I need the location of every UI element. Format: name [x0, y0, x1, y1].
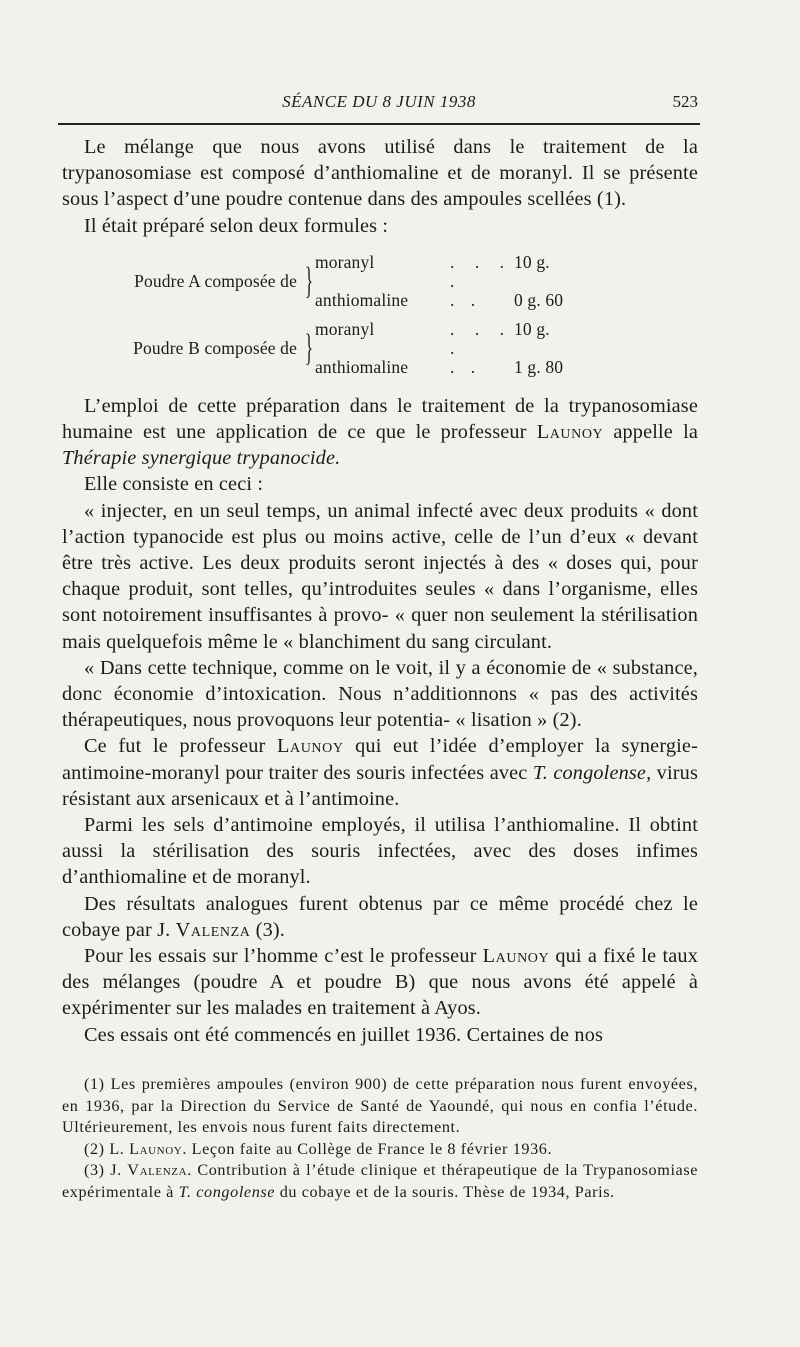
emphasis: T. congolense: [178, 1182, 276, 1201]
footnote: (3) J. Valenza. Contribution à l’étude clinique et thérapeutique de la Trypanosomiase expérimentale à T. congolense du cobaye et de la souris. Thèse de 1934, Paris.: [62, 1161, 699, 1201]
author-name: Launoy: [536, 421, 604, 444]
ingredient-quantity: 1 g. 80: [514, 356, 564, 377]
ingredient-quantity: 10 g.: [514, 318, 550, 339]
brace-icon: }: [304, 260, 314, 303]
formula-row: [62, 320, 698, 377]
quotation: « injecter, en un seul temps, un animal infecté avec deux produits « dont l’action typanocide est plus ou moins active, celle de l’un d’eux « devant être très active. Les deux produits seront injectés à des « doses qui, pour chaque produit, sont telles, qu’introduites seules « dans l’organisme, elles sont notoirement insuffisantes à provo- « quer non seulement la stérilisation mais quelquefois même le « blanchiment du sang circulant.: [62, 499, 698, 653]
paragraph: Il était préparé selon deux formules :: [84, 214, 389, 237]
author-name: Valenza.: [127, 1161, 192, 1179]
leader-dots: . .: [450, 356, 482, 377]
formula-label: Poudre B composée de: [133, 337, 297, 358]
formula-block: [62, 253, 698, 377]
author-name: Launoy: [482, 945, 550, 968]
footnote: (1) Les premières ampoules (environ 900) de cette préparation nous furent envoyées, en 1936, par la Direction du Service de Santé de Yaoundé, qui nous en confia l’étude. Ultérieurement, les envois nous furent faits directement.: [62, 1075, 698, 1136]
page-number: 523: [672, 92, 698, 111]
header-rule: [58, 123, 700, 125]
footnote: (2) L. Launoy. Leçon faite au Collège de France le 8 février 1936.: [84, 1139, 553, 1158]
paragraph: Ce fut le professeur Launoy qui eut l’idée d’employer la synergie-antimoine-moranyl pour traiter des souris infectées avec T. congolense, virus résistant aux arsenicaux et à l’antimoine.: [62, 735, 698, 810]
quotation: « Dans cette technique, comme on le voit, il y a économie de « substance, donc économie d’intoxication. Nous n’additionnons « pas des activités thérapeutiques, nous provoquons leur potentia- « lisation » (2).: [62, 656, 698, 732]
formula-item: [315, 253, 615, 291]
formula-item: [315, 358, 615, 377]
page-header: [60, 92, 698, 118]
formula-row: [62, 253, 698, 310]
author-name: Launoy.: [129, 1139, 187, 1158]
ingredient-name: anthiomaline: [315, 356, 409, 377]
paragraph: Pour les essais sur l’homme c’est le professeur Launoy qui a fixé le taux des mélanges (poudre A et poudre B) que nous avons été appelé à expérimenter sur les malades en traitement à Ayos.: [62, 945, 698, 1020]
author-name: Launoy: [277, 735, 344, 758]
emphasis: T. congolense,: [532, 761, 652, 784]
main-text: [62, 134, 698, 1048]
formula-item: [315, 291, 615, 310]
leader-dots: . . . .: [450, 318, 510, 358]
ingredient-name: moranyl: [315, 251, 375, 272]
paragraph: Parmi les sels d’antimoine employés, il utilisa l’anthiomaline. Il obtint aussi la stérilisation des souris infectées, avec des doses infimes d’anthiomaline et de moranyl.: [62, 814, 698, 889]
ingredient-name: anthiomaline: [315, 289, 409, 310]
brace-icon: }: [304, 327, 314, 370]
paragraph: L’emploi de cette préparation dans le traitement de la trypanosomiase humaine est une application de ce que le professeur Launoy appelle la Thérapie synergique trypanocide.: [62, 394, 699, 470]
paragraph: Ces essais ont été commencés en juillet 1936. Certaines de nos: [84, 1023, 604, 1046]
ingredient-quantity: 0 g. 60: [514, 289, 564, 310]
paragraph: Elle consiste en ceci :: [84, 473, 264, 496]
footnotes: [62, 1074, 698, 1203]
author-name: Valenza: [175, 918, 251, 941]
ingredient-name: moranyl: [315, 318, 375, 339]
paragraph: Des résultats analogues furent obtenus par ce même procédé chez le cobaye par J. Valenza (3).: [62, 892, 698, 941]
running-title: SÉANCE DU 8 JUIN 1938: [282, 92, 476, 111]
emphasis: Thérapie synergique trypanocide.: [62, 447, 341, 470]
formula-item: [315, 320, 615, 358]
ingredient-quantity: 10 g.: [514, 251, 550, 272]
leader-dots: . .: [450, 289, 482, 310]
paragraph: Le mélange que nous avons utilisé dans le traitement de la trypanosomiase est composé d’anthiomaline et de moranyl. Il se présente sous l’aspect d’une poudre contenue dans des ampoules scellées (1).: [62, 136, 698, 211]
formula-label: Poudre A composée de: [134, 270, 297, 291]
leader-dots: . . . .: [450, 251, 510, 291]
